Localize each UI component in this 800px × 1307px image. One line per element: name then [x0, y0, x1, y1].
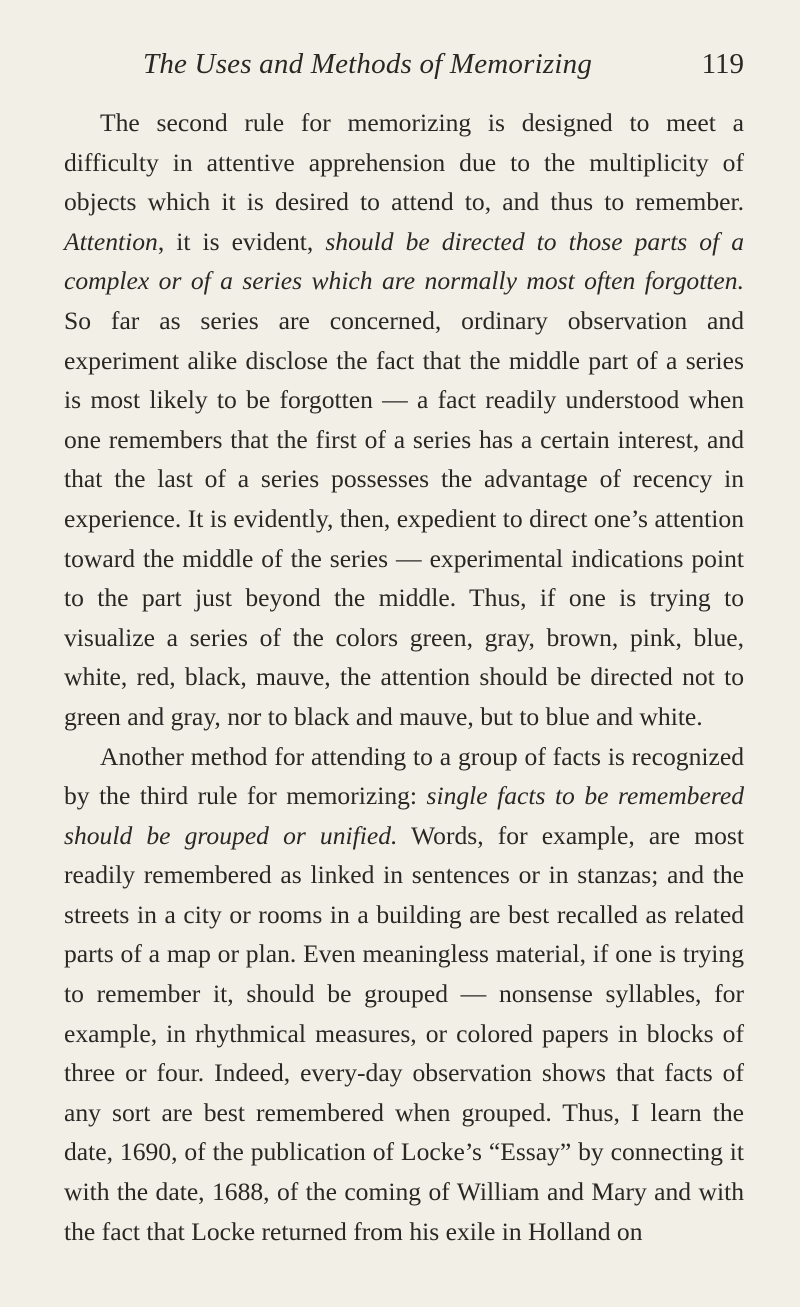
italic-segment: Attention — [64, 226, 158, 256]
italic-segment: should be directed to those parts of a complex or of a series which are normally most often forgotten. — [64, 226, 744, 296]
text-segment: Words, for example, are most readily remembered as linked in sentences or in stanzas; and the streets in a city or rooms in a building are best recalled as related parts of a map or plan. Even meaningless material, if one is trying to remember it, should be grouped — nonsense syllables, for example, in rhythmical measures, or colored papers in blocks of three or four. Indeed, every-day observation shows that facts of any sort are best remembered when grouped. Thus, I learn the date, 1690, of the publication of Locke’s “Essay” by connecting it with the date, 1688, of the coming of William and Mary and with the fact that Locke returned from his exile in Holland on — [64, 820, 744, 1246]
paragraph-second-rule — [64, 103, 744, 737]
text-segment: So far as series are concerned, ordinary observation and experiment alike disclose the fact that the middle part of a series is most likely to be forgotten — a fact readily understood when one remembers that the first of a series has a certain interest, and that the last of a series possesses the advantage of recency in experience. It is evidently, then, expedient to direct one’s attention toward the middle of the series — experimental indications point to the part just beyond the middle. Thus, if one is trying to visualize a series of the colors green, gray, brown, pink, blue, white, red, black, mauve, the attention should be directed not to green and gray, nor to black and mauve, but to blue and white. — [64, 305, 744, 731]
running-title: The Uses and Methods of Memorizing — [143, 48, 593, 80]
text-segment: Another method for attending to a group of facts is recognized by the third rule for memorizing: — [64, 741, 744, 811]
running-head — [64, 44, 744, 84]
text-segment: The second rule for memorizing is designed to meet a difficulty in attentive apprehension due to the multiplicity of objects which it is desired to attend to, and thus to remember. — [64, 108, 744, 217]
italic-segment: single facts to be remembered should be grouped or unified. — [64, 781, 744, 850]
paragraph-third-rule — [64, 737, 744, 1252]
page-number: 119 — [701, 48, 744, 80]
body-text — [64, 103, 744, 1251]
text-segment: , it is evident, — [157, 226, 326, 256]
